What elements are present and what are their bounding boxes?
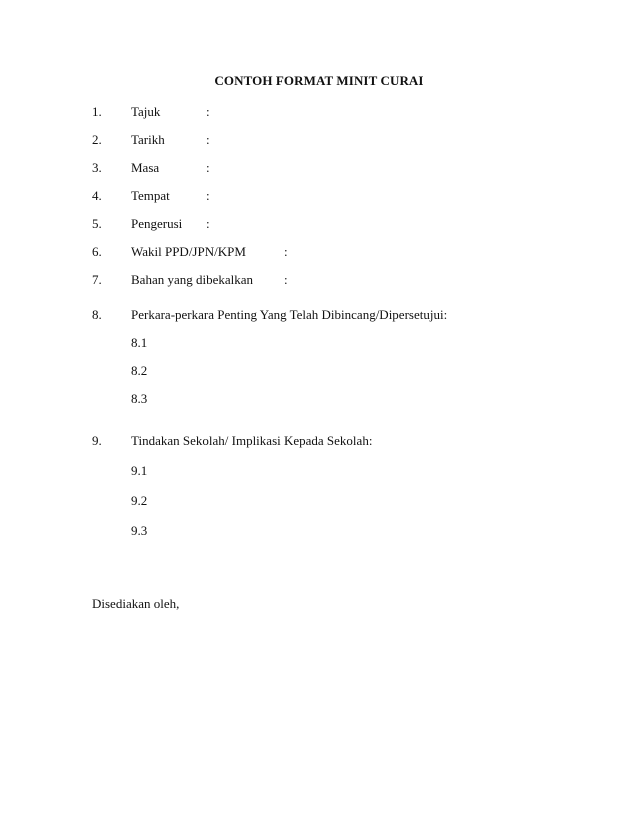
- subitem: 8.3: [131, 391, 148, 406]
- item-label: Tajuk: [131, 104, 161, 119]
- item-label: Tarikh: [131, 132, 165, 147]
- item-number: 1.: [92, 104, 102, 119]
- item-colon: :: [206, 132, 210, 147]
- item-number: 4.: [92, 188, 102, 203]
- item-label: Tempat: [131, 188, 170, 203]
- document-title: CONTOH FORMAT MINIT CURAI: [214, 73, 424, 88]
- item-number: 2.: [92, 132, 102, 147]
- item-number: 5.: [92, 216, 102, 231]
- item-label: Wakil PPD/JPN/KPM: [131, 244, 246, 259]
- subitem: 9.2: [131, 493, 148, 508]
- item-number: 7.: [92, 272, 102, 287]
- item-colon: :: [206, 104, 210, 119]
- prepared-by-label: Disediakan oleh,: [92, 596, 180, 611]
- subitem: 9.1: [131, 463, 148, 478]
- item-label: Masa: [131, 160, 160, 175]
- item-colon: :: [206, 188, 210, 203]
- item-number: 8.: [92, 307, 102, 322]
- subitem: 9.3: [131, 523, 148, 538]
- item-number: 3.: [92, 160, 102, 175]
- item-label: Bahan yang dibekalkan: [131, 272, 254, 287]
- item-number: 6.: [92, 244, 102, 259]
- item-colon: :: [206, 160, 210, 175]
- item-colon: :: [206, 216, 210, 231]
- item-label: Perkara-perkara Penting Yang Telah Dibincang/Dipersetujui:: [131, 307, 448, 322]
- item-label: Tindakan Sekolah/ Implikasi Kepada Sekolah:: [131, 433, 373, 448]
- subitem: 8.1: [131, 335, 148, 350]
- item-label: Pengerusi: [131, 216, 183, 231]
- item-colon: :: [284, 272, 288, 287]
- item-number: 9.: [92, 433, 102, 448]
- subitem: 8.2: [131, 363, 148, 378]
- item-colon: :: [284, 244, 288, 259]
